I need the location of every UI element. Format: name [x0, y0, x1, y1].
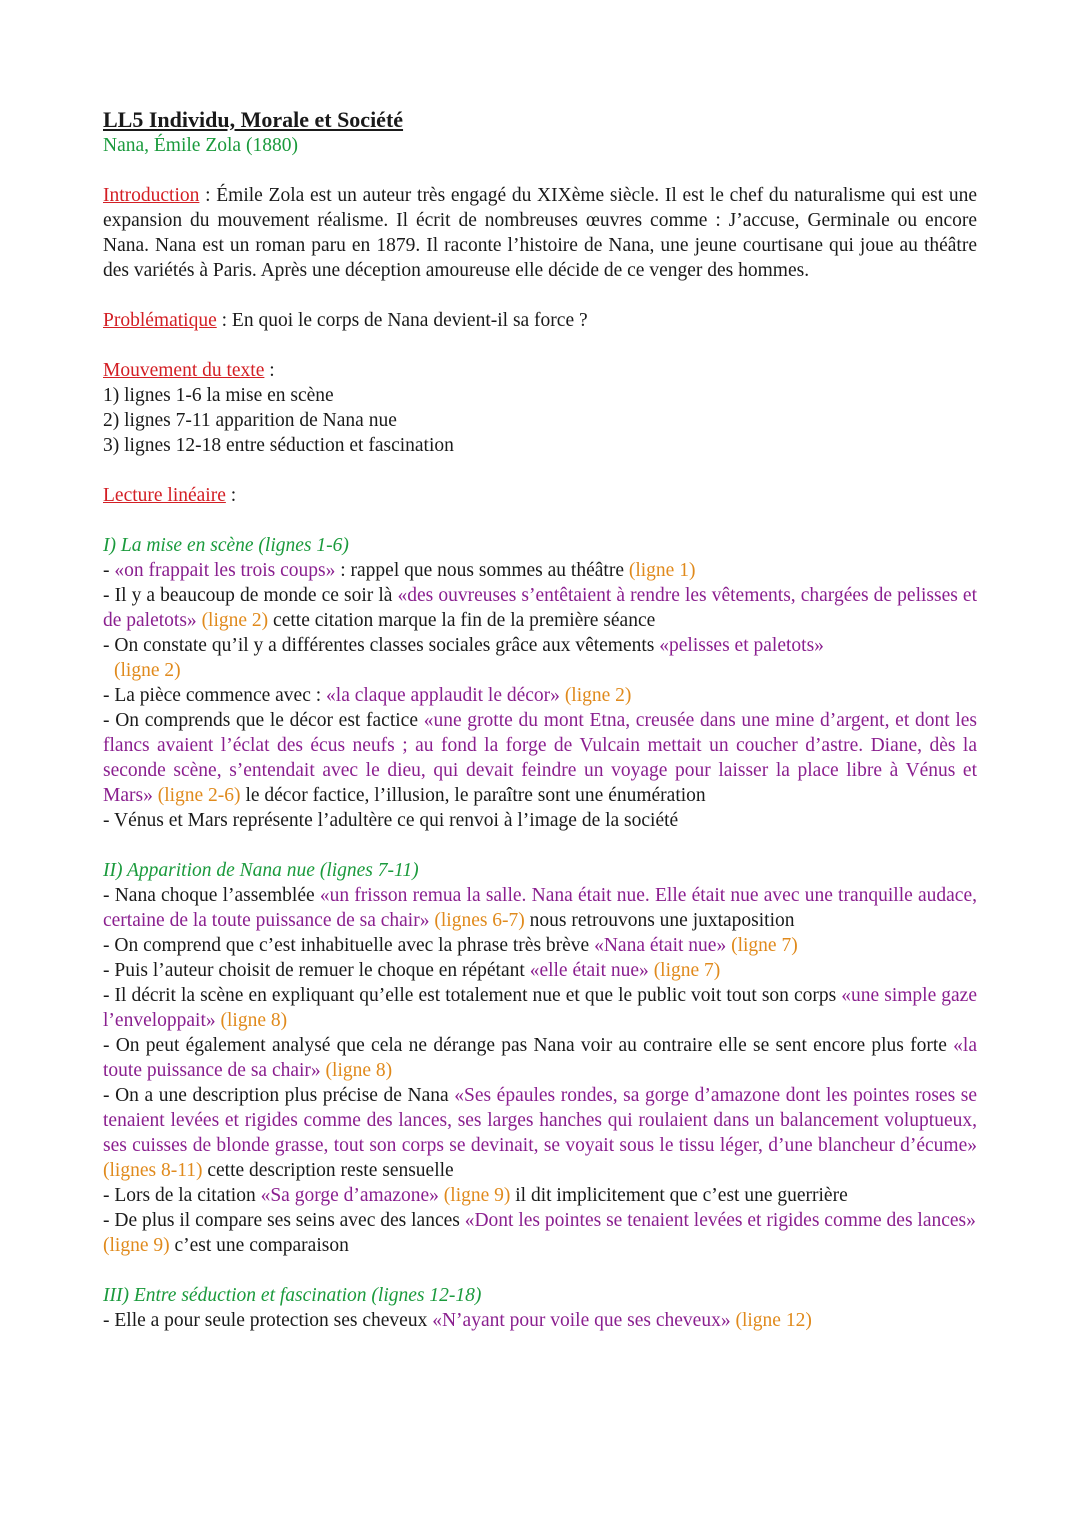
analysis-line: - De plus il compare ses seins avec des lances «Dont les pointes se tenaient levées et rigides comme des lances» (ligne 9) c’est une comparaison — [103, 1210, 976, 1256]
doc-subtitle: Nana, Émile Zola (1880) — [103, 135, 298, 156]
mouvement-label: Mouvement du texte — [103, 360, 265, 381]
analysis-line: - Nana choque l’assemblée «un frisson remua la salle. Nana était nue. Elle était nue avec une tranquille audace, certaine de la toute puissance de sa chair» (lignes 6-7) nous retrouvons une juxtaposition — [103, 885, 977, 931]
section-1-heading: I) La mise en scène (lignes 1-6) — [103, 535, 349, 556]
doc-title: LL5 Individu, Morale et Société — [103, 107, 404, 132]
analysis-line: - On peut également analysé que cela ne dérange pas Nana voir au contraire elle se sent encore plus forte «la toute puissance de sa chair» (ligne 8) — [103, 1035, 977, 1081]
analysis-line: - On comprends que le décor est factice «une grotte du mont Etna, creusée dans une mine d’argent, et dont les flancs avaient l’éclat des écus neufs ; au fond la forge de Vulcain mettait un coucher d’astre. Diane, dès la seconde scène, s’entendait avec le dieu, qui devait feindre un voyage pour laisser la place libre à Vénus et Mars» (ligne 2-6) le décor factice, l’illusion, le paraître sont une énumération — [103, 710, 977, 806]
analysis-line: - On constate qu’il y a différentes classes sociales grâce aux vêtements «pelisses et paletots» — [103, 635, 824, 656]
analysis-line: - Elle a pour seule protection ses cheveux «N’ayant pour voile que ses cheveux» (ligne 12) — [103, 1310, 812, 1331]
section-3-heading: III) Entre séduction et fascination (lignes 12-18) — [103, 1285, 482, 1306]
analysis-line: - Lors de la citation «Sa gorge d’amazone» (ligne 9) il dit implicitement que c’est une guerrière — [103, 1185, 848, 1206]
analysis-line: - Il y a beaucoup de monde ce soir là «des ouvreuses s’entêtaient à rendre les vêtements, chargées de pelisses et de paletots» (ligne 2) cette citation marque la fin de la première séance — [103, 585, 977, 631]
analysis-line-ref: (ligne 2) — [114, 660, 181, 681]
mouvement-heading: Mouvement du texte : — [103, 360, 275, 381]
mouvement-item: 2) lignes 7-11 apparition de Nana nue — [103, 410, 397, 431]
analysis-line: - Vénus et Mars représente l’adultère ce qui renvoi à l’image de la société — [103, 810, 679, 831]
mouvement-item: 3) lignes 12-18 entre séduction et fascination — [103, 435, 454, 456]
analysis-line: - On comprend que c’est inhabituelle avec la phrase très brève «Nana était nue» (ligne 7) — [103, 935, 798, 956]
mouvement-item: 1) lignes 1-6 la mise en scène — [103, 385, 334, 406]
lecture-label: Lecture linéaire — [103, 485, 226, 506]
problematique-paragraph — [103, 308, 977, 333]
analysis-line: - «on frappait les trois coups» : rappel que nous sommes au théâtre (ligne 1) — [103, 560, 696, 581]
problematique-label: Problématique — [103, 310, 217, 331]
problematique-text: : En quoi le corps de Nana devient-il sa force ? — [216, 310, 588, 331]
lecture-heading: Lecture linéaire : — [103, 485, 237, 506]
section-2-heading: II) Apparition de Nana nue (lignes 7-11) — [103, 860, 419, 881]
introduction-text: : Émile Zola est un auteur très engagé du XIXème siècle. Il est le chef du naturalisme qui est une expansion du mouvement réalisme. Il écrit de nombreuses œuvres comme : J’accuse, Germinale ou encore Nana. Nana est un roman paru en 1879. Il raconte l’histoire de Nana, une jeune courtisane qui joue au théâtre des variétés à Paris. Après une déception amoureuse elle décide de ce venger des hommes. — [103, 185, 977, 281]
introduction-paragraph — [103, 183, 977, 283]
document-page — [103, 106, 977, 1333]
analysis-line: - La pièce commence avec : «la claque applaudit le décor» (ligne 2) — [103, 685, 632, 706]
introduction-label: Introduction — [103, 185, 200, 206]
analysis-line: - Puis l’auteur choisit de remuer le choque en répétant «elle était nue» (ligne 7) — [103, 960, 721, 981]
analysis-line: - On a une description plus précise de Nana «Ses épaules rondes, sa gorge d’amazone dont les pointes roses se tenaient levées et rigides comme des lances, ses larges hanches qui roulaient dans un balancement voluptueux, ses cuisses de blonde grasse, tout son corps se devinait, se voyait sous le tissu léger, d’une blancheur d’écume» (lignes 8-11) cette description reste sensuelle — [103, 1085, 977, 1181]
analysis-line: - Il décrit la scène en expliquant qu’elle est totalement nue et que le public voit tout son corps «une simple gaze l’enveloppait» (ligne 8) — [103, 985, 977, 1031]
